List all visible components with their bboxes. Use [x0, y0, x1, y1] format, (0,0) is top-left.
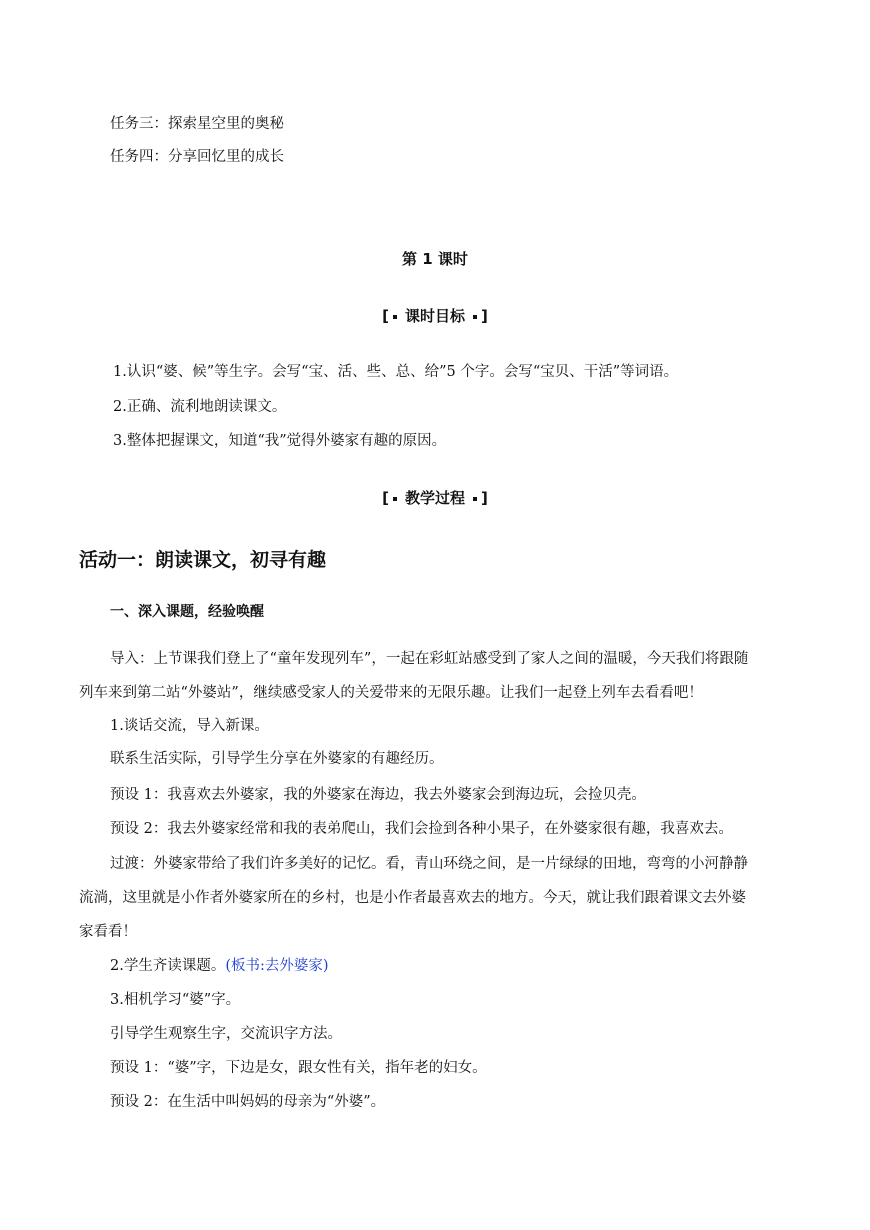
preset-3: 预设 1：“婆”字，下边是女，跟女性有关，指年老的妇女。 — [110, 1060, 487, 1076]
intro-line-2: 列车来到第二站“外婆站”，继续感受家人的关爱带来的无限乐趣。让我们一起登上列车去看看吧！ — [79, 685, 703, 701]
item-1-desc: 联系生活实际，引导学生分享在外婆家的有趣经历。 — [110, 751, 444, 767]
item-2 — [110, 959, 329, 974]
task-four: 任务四：分享回忆里的成长 — [110, 149, 284, 165]
section-process-heading: [ 教学过程 ] — [382, 489, 488, 507]
goal-item-2: 2.正确、流利地朗读课文。 — [113, 399, 287, 415]
item-1: 1.谈话交流，导入新课。 — [110, 718, 269, 734]
lesson-title: 第 1 课时 — [402, 250, 468, 268]
board-note: (板书:去外婆家) — [225, 958, 329, 974]
goal-item-1: 1.认识“婆、候”等生字。会写“宝、活、些、总、给”5 个字。会写“宝贝、干活”等词语。 — [113, 364, 679, 380]
item-2-text: 2.学生齐读课题。 — [110, 958, 226, 974]
item-3: 3.相机学习“婆”字。 — [110, 992, 241, 1008]
preset-1: 预设 1：我喜欢去外婆家，我的外婆家在海边，我去外婆家会到海边玩，会捡贝壳。 — [110, 787, 646, 803]
preset-4: 预设 2：在生活中叫妈妈的母亲为“外婆”。 — [110, 1094, 386, 1110]
transition-line-2: 流淌，这里就是小作者外婆家所在的乡村，也是小作者最喜欢去的地方。今天，就让我们跟着课文去外婆 — [79, 890, 746, 906]
item-3-desc: 引导学生观察生字，交流识字方法。 — [110, 1026, 342, 1042]
goal-item-3: 3.整体把握课文，知道“我”觉得外婆家有趣的原因。 — [113, 433, 447, 449]
activity-title: 活动一：朗读课文，初寻有趣 — [79, 549, 327, 571]
transition-line-3: 家看看！ — [79, 924, 137, 940]
preset-2: 预设 2：我去外婆家经常和我的表弟爬山，我们会捡到各种小果子，在外婆家很有趣，我喜欢去。 — [110, 821, 733, 837]
task-three: 任务三：探索星空里的奥秘 — [110, 116, 284, 132]
subheading: 一、深入课题，经验唤醒 — [110, 604, 264, 620]
section-goals-heading: [ 课时目标 ] — [382, 307, 488, 325]
intro-line-1: 导入：上节课我们登上了“童年发现列车”，一起在彩虹站感受到了家人之间的温暖，今天我们将跟随 — [110, 651, 749, 667]
transition-line-1: 过渡：外婆家带给了我们许多美好的记忆。看，青山环绕之间，是一片绿绿的田地，弯弯的小河静静 — [110, 856, 748, 872]
